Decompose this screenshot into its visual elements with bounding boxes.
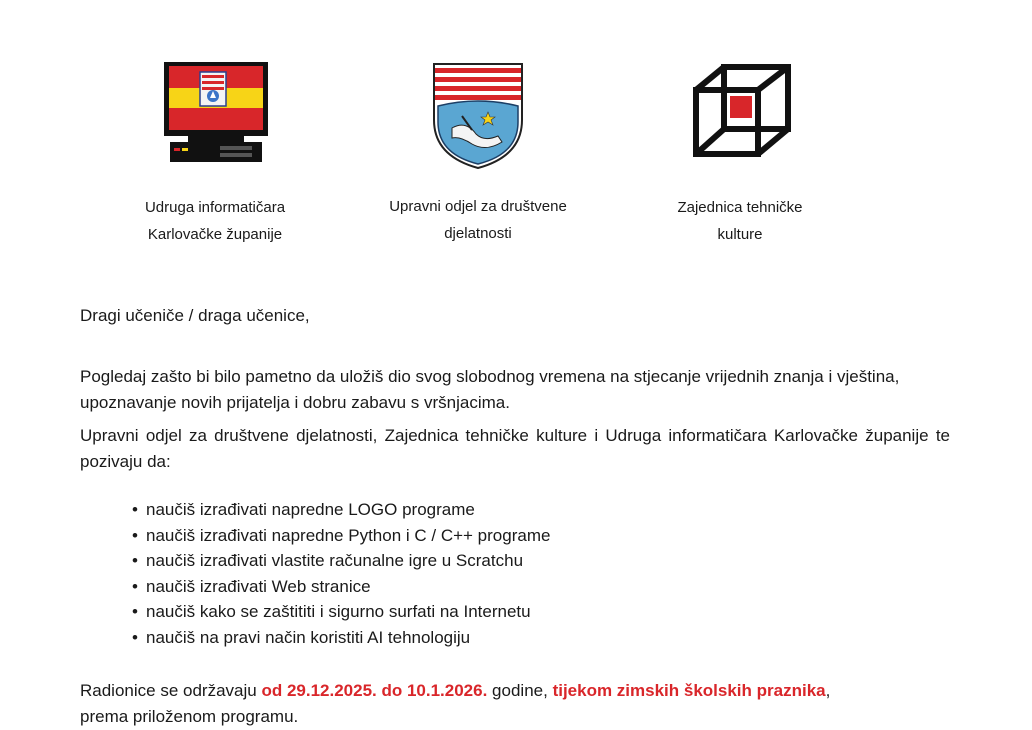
bullet-icon: •	[132, 500, 138, 519]
computer-flag-icon	[162, 62, 270, 166]
list-item	[132, 497, 550, 523]
invitation-paragraph: Upravni odjel za društvene djelatnosti, Zajednica tehničke kulture i Udruga informatičara Karlovačke županije te pozivaju da:	[80, 426, 950, 471]
list-item	[132, 523, 550, 549]
list-item-text: naučiš kako se zaštititi i sigurno surfati na Internetu	[146, 602, 531, 621]
bullet-icon: •	[132, 602, 138, 621]
wireframe-cube-icon	[690, 62, 794, 162]
intro-paragraph: Pogledaj zašto bi bilo pametno da uložiš dio svog slobodnog vremena na stjecanje vrijednih znanja i vještina, upoznavanje novih prijatelja i dobru zabavu s vršnjacima.	[80, 367, 900, 412]
caption-line: Udruga informatičara	[144, 199, 286, 216]
closing-text: ,	[825, 681, 831, 700]
bullet-icon: •	[132, 525, 138, 545]
coat-of-arms-icon	[432, 62, 524, 170]
workshop-dates: od 29.12.2025. do 10.1.2026.	[261, 681, 488, 700]
list-item-text: naučiš izrađivati Web stranice	[146, 576, 371, 596]
caption-upravni-odjel	[350, 193, 606, 247]
bullet-icon: •	[132, 576, 138, 596]
activities-list	[132, 497, 550, 650]
bullet-icon: •	[132, 551, 138, 570]
list-item-text: naučiš izrađivati napredne LOGO programe	[146, 500, 475, 519]
workshop-period: tijekom zimskih školskih praznika	[552, 681, 826, 700]
caption-line: kulture	[717, 226, 763, 243]
caption-line: Zajednica tehničke	[677, 199, 803, 216]
list-item-text: naučiš na pravi način koristiti AI tehnologiju	[146, 627, 471, 647]
list-item-text: naučiš izrađivati napredne Python i C / C++ programe	[146, 525, 551, 545]
bullet-icon: •	[132, 627, 138, 647]
closing-text: Radionice se održavaju	[80, 681, 262, 700]
caption-zajednica-tehnicke-kulture	[640, 194, 840, 248]
closing-paragraph	[80, 678, 950, 730]
list-item	[132, 599, 550, 625]
caption-udruga-informaticara	[110, 194, 320, 248]
caption-line: Karlovačke županije	[147, 226, 283, 243]
greeting: Dragi učeniče / draga učenice,	[80, 306, 310, 325]
list-item	[132, 574, 550, 600]
caption-line: Upravni odjel za društvene	[389, 198, 567, 215]
caption-line: djelatnosti	[444, 225, 512, 242]
closing-text: godine,	[487, 681, 553, 700]
list-item	[132, 625, 550, 651]
list-item	[132, 548, 550, 574]
list-item-text: naučiš izrađivati vlastite računalne igre u Scratchu	[146, 551, 524, 570]
closing-line-2: prema priloženom programu.	[80, 707, 299, 726]
